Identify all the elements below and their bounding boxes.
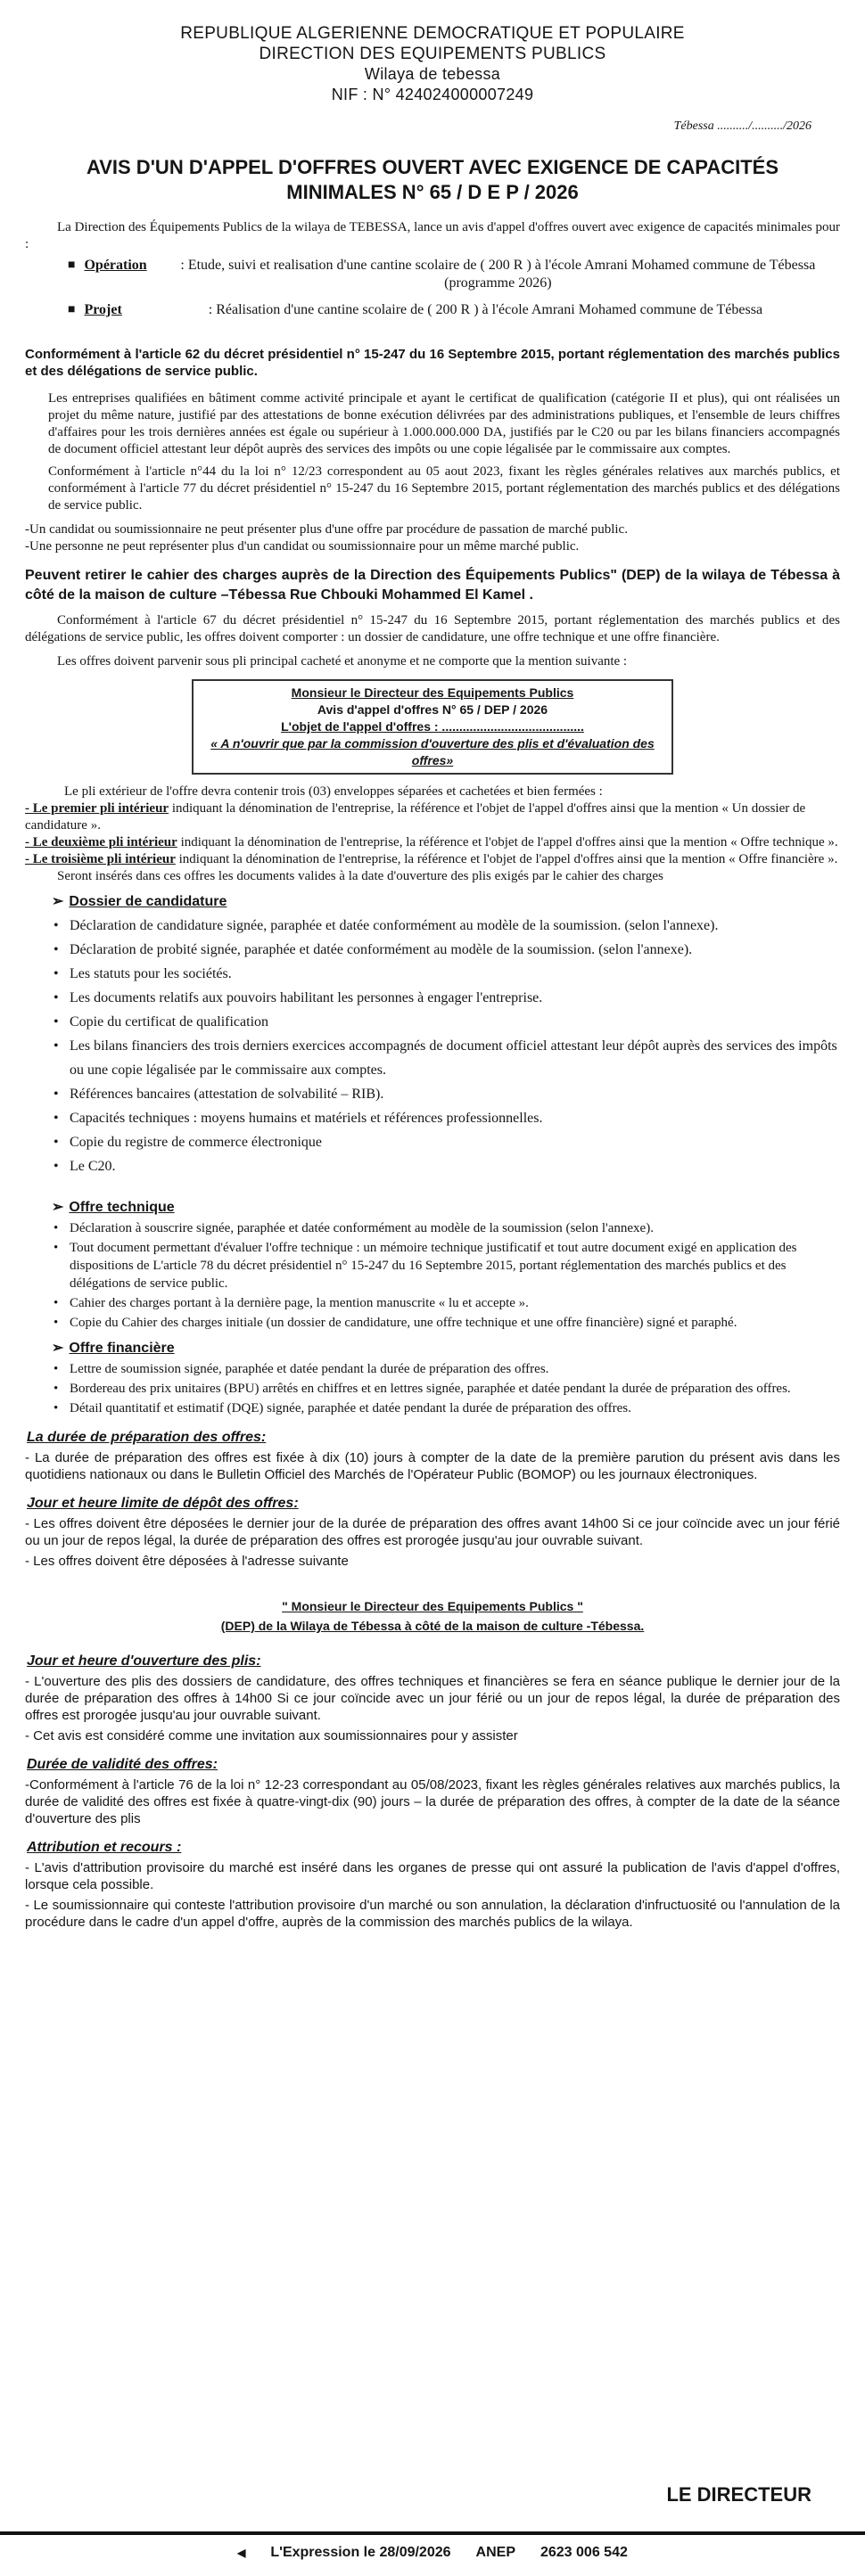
box-line-2: Avis d'appel d'offres N° 65 / DEP / 2026 xyxy=(317,702,548,717)
list-item: • Copie du Cahier des charges initiale (un dossier de candidature, une offre technique et une offre financière) signé et paraphé. xyxy=(54,1314,840,1332)
technique-title: Offre technique xyxy=(69,1200,175,1215)
candidat-rule-2: -Une personne ne peut représenter plus d'un candidat ou soumissionnaire pour un même marché public. xyxy=(25,539,580,554)
candidat-rule-1: -Un candidat ou soumissionnaire ne peut présenter plus d'une offre par procédure de passation de marché public. xyxy=(25,522,628,537)
arrow-icon: ➢ xyxy=(52,1200,64,1215)
conformement-loi-paragraph: Conformément à l'article n°44 du la loi n° 12/23 correspondent au 05 aout 2023, fixant les règles générales relatives aux marchés publics, et conformément à l'article 77 du décret présidentiel n° 15-247 du 16 Septembre 2015, portant réglementation des marchés publics et des délégations de service public. xyxy=(48,464,840,513)
arrow-icon: ➢ xyxy=(52,894,64,909)
header xyxy=(25,0,840,105)
list-item: • Déclaration de candidature signée, paraphée et datée conformément au modèle de la soumission. (selon l'annexe). xyxy=(54,914,840,938)
pli-1-text: indiquant la dénomination de l'entreprise, la référence et l'objet de l'appel d'offres ainsi que la mention « Un dossier de candidature ». xyxy=(25,801,806,833)
header-line-2: DIRECTION DES EQUIPEMENTS PUBLICS xyxy=(259,45,606,63)
pli-3-key: - Le troisième pli intérieur xyxy=(25,852,176,866)
financiere-list xyxy=(25,1360,840,1417)
pli-exterieur-paragraph: Le pli extérieur de l'offre devra contenir trois (03) enveloppes séparées et cachetées et bien fermées : xyxy=(64,784,603,799)
date-line: Tébessa ........../........../2026 xyxy=(673,119,811,133)
triangle-icon: ◀ xyxy=(237,2547,246,2559)
operation-label: Opération xyxy=(84,258,147,273)
attribution-text-1: - L'avis d'attribution provisoire du marché est inséré dans les organes de presse qui ont assuré la publication de l'avis d'appel d'offres, lorsque cela possible. xyxy=(25,1860,840,1892)
envelope-mention-box xyxy=(192,679,673,775)
arrow-icon: ➢ xyxy=(52,1341,64,1356)
box-line-4: « A n'ouvrir que par la commission d'ouverture des plis et d'évaluation des offres» xyxy=(210,736,655,767)
list-item: • Détail quantitatif et estimatif (DQE) signée, paraphée et datée pendant la durée de préparation des offres. xyxy=(54,1399,840,1417)
footer xyxy=(0,2531,865,2571)
header-line-3: Wilaya de tebessa xyxy=(364,65,501,83)
list-item: • Capacités techniques : moyens humains et matériels et références professionnelles. xyxy=(54,1106,840,1130)
footer-source: L'Expression le 28/09/2026 xyxy=(270,2545,451,2560)
footer-anep: ANEP xyxy=(475,2545,515,2560)
signer: LE DIRECTEUR xyxy=(666,2483,811,2506)
pli-1-key: - Le premier pli intérieur xyxy=(25,801,169,816)
technique-list xyxy=(25,1219,840,1332)
list-item: • Le C20. xyxy=(54,1154,840,1178)
financiere-title: Offre financière xyxy=(69,1341,175,1356)
address-line-1: " Monsieur le Directeur des Equipements Publics " xyxy=(282,1599,583,1613)
technique-section-title xyxy=(52,1198,840,1216)
intro-paragraph: La Direction des Équipements Publics de la wilaya de TEBESSA, lance un avis d'appel d'offres ouvert avec exigence de capacités minimales pour : xyxy=(25,220,840,251)
conformement-paragraph: Conformément à l'article 62 du décret présidentiel n° 15-247 du 16 Septembre 2015, portant réglementation des marchés publics et des délégations de service public. xyxy=(25,347,840,379)
address-block xyxy=(25,1596,840,1636)
depot-text-2: - Les offres doivent être déposées à l'adresse suivante xyxy=(25,1554,349,1569)
title-line-2: MINIMALES N° 65 / D E P / 2026 xyxy=(286,181,579,203)
square-bullet-icon: ■ xyxy=(68,303,76,316)
attribution-text-2: - Le soumissionnaire qui conteste l'attribution provisoire d'un marché ou son annulation, la déclaration d'infructuosité ou l'annulation de la procédure dans le cadre d'un appel d'offre, auprès de la commission des marchés publics de la wilaya. xyxy=(25,1898,840,1930)
list-item: • Lettre de soumission signée, paraphée et datée pendant la durée de préparation des offres. xyxy=(54,1360,840,1378)
projet-line xyxy=(68,301,840,319)
list-item: • Les statuts pour les sociétés. xyxy=(54,962,840,986)
footer-number: 2623 006 542 xyxy=(540,2545,628,2560)
pli-2 xyxy=(25,834,840,851)
projet-label: Projet xyxy=(84,302,122,317)
validite-heading: Durée de validité des offres: xyxy=(27,1757,218,1772)
validite-text: -Conformément à l'article 76 de la loi n° 12-23 correspondant au 05/08/2023, fixant les règles générales relatives aux marchés publics, la durée de validité des offres est fixée à quatre-vingt-dix (90) jours – la durée de préparation des offres, à compter de la date de la séance d'ouverture des plis xyxy=(25,1777,840,1826)
address-line-2: (DEP) de la Wilaya de Tébessa à côté de la maison de culture -Tébessa. xyxy=(220,1619,645,1633)
list-item: • Copie du registre de commerce électronique xyxy=(54,1130,840,1154)
pli-2-key: - Le deuxième pli intérieur xyxy=(25,835,177,849)
attribution-heading: Attribution et recours : xyxy=(27,1840,182,1855)
box-line-1: Monsieur le Directeur des Equipements Publics xyxy=(291,685,574,700)
list-item: • Déclaration à souscrire signée, paraphée et datée conformément au modèle de la soumission (selon l'annexe). xyxy=(54,1219,840,1237)
box-line-3: L'objet de l'appel d'offres : ......................................... xyxy=(281,719,584,734)
seront-paragraph: Seront insérés dans ces offres les documents valides à la date d'ouverture des plis exigés par le cahier des charges xyxy=(57,869,663,883)
pli-1 xyxy=(25,800,840,834)
notice-title xyxy=(25,155,840,205)
header-nif: NIF : N° 424024000007249 xyxy=(331,86,534,103)
header-line-1: REPUBLIQUE ALGERIENNE DEMOCRATIQUE ET POPULAIRE xyxy=(180,24,685,43)
operation-text: : Etude, suivi et realisation d'une cantine scolaire de ( 200 R ) à l'école Amrani Mohamed commune de Tébessa (programme 2026) xyxy=(180,258,816,291)
pli-3 xyxy=(25,851,840,868)
eligibility-paragraph: Les entreprises qualifiées en bâtiment comme activité principale et ayant le certificat de qualification (catégorie II et plus), qui ont réalisées un projet du même nature, justifié par des attestations de bonne exécution délivrées par des administrations publiques, et l'ensemble de leurs chiffres d'affaires pour les trois dernières années est égale ou supérieur à 1.000.000.000 DA, justifiés par le C20 ou par les bilans financiers accompagnés de document officiel attestant leur dépôt auprès des services des impôts ou une copie légalisée par le commissaire aux comptes. xyxy=(48,391,840,456)
depot-text-1: - Les offres doivent être déposées le dernier jour de la durée de préparation des offres avant 14h00 Si ce jour coïncide avec un jour férié ou un jour de repos légal, la durée de préparation des offres est prorogée jusqu'au jour ouvrable suivant. xyxy=(25,1516,840,1548)
duree-preparation-heading: La durée de préparation des offres: xyxy=(27,1430,267,1445)
depot-heading: Jour et heure limite de dépôt des offres: xyxy=(27,1496,299,1511)
list-item: • Les documents relatifs aux pouvoirs habilitant les personnes à engager l'entreprise. xyxy=(54,986,840,1010)
operation-line xyxy=(68,257,840,292)
square-bullet-icon: ■ xyxy=(68,258,76,272)
dossier-section-title xyxy=(52,892,840,910)
list-item: • Références bancaires (attestation de solvabilité – RIB). xyxy=(54,1082,840,1106)
parvenir-paragraph: Les offres doivent parvenir sous pli principal cacheté et anonyme et ne comporte que la mention suivante : xyxy=(57,654,628,669)
pli-3-text: indiquant la dénomination de l'entreprise, la référence et l'objet de l'appel d'offres ainsi que la mention « Offre financière ». xyxy=(175,852,838,866)
title-line-1: AVIS D'UN D'APPEL D'OFFRES OUVERT AVEC EXIGENCE DE CAPACITÉS xyxy=(86,156,778,178)
pli-2-text: indiquant la dénomination de l'entreprise, la référence et l'objet de l'appel d'offres ainsi que la mention « Offre technique ». xyxy=(177,835,838,849)
ouverture-heading: Jour et heure d'ouverture des plis: xyxy=(27,1653,261,1669)
list-item: • Déclaration de probité signée, paraphée et datée conformément au modèle de la soumission. (selon l'annexe). xyxy=(54,938,840,962)
list-item: • Tout document permettant d'évaluer l'offre technique : un mémoire technique justificatif et tout autre document exigé en application des dispositions de L'article 78 du décret présidentiel n° 15-247 du 16 Septembre 2015, portant réglementation des marchés publics et des délégations de service public. xyxy=(54,1239,840,1292)
list-item: • Cahier des charges portant à la dernière page, la mention manuscrite « lu et accepte ». xyxy=(54,1294,840,1312)
dossier-title: Dossier de candidature xyxy=(69,894,227,909)
ouverture-text-1: - L'ouverture des plis des dossiers de candidature, des offres techniques et financières se fera en séance publique le dernier jour de la durée de préparation des offres à 14h00 Si ce jour coïncide avec un jour férié ou un jour de repos légal, la durée de préparation des offres est prorogée jusqu'au jour ouvrable suivant. xyxy=(25,1674,840,1723)
list-item: • Copie du certificat de qualification xyxy=(54,1010,840,1034)
conformement-67-paragraph: Conformément à l'article 67 du décret présidentiel n° 15-247 du 16 Septembre 2015, portant réglementation des marchés publics et des délégations de service public, les offres doivent comporter : un dossier de candidature, une offre technique et une offre financière. xyxy=(25,613,840,644)
retirer-paragraph: Peuvent retirer le cahier des charges auprès de la Direction des Équipements Publics" (DEP) de la wilaya de Tébessa à côté de la maison de culture –Tébessa Rue Chbouki Mohammed El Kamel . xyxy=(25,568,840,603)
list-item: • Les bilans financiers des trois derniers exercices accompagnés de document officiel attestant leur dépôt auprès des services des impôts ou une copie légalisée par le commissaire aux comptes. xyxy=(54,1034,840,1082)
duree-preparation-text: - La durée de préparation des offres est fixée à dix (10) jours à compter de la date de la première parution du présent avis dans les quotidiens nationaux ou dans le Bulletin Officiel des Marchés de l'Opérateur Public (BOMOP) ou les journaux électroniques. xyxy=(25,1450,840,1482)
ouverture-text-2: - Cet avis est considéré comme une invitation aux soumissionnaires pour y assister xyxy=(25,1728,518,1743)
list-item: • Bordereau des prix unitaires (BPU) arrêtés en chiffres et en lettres signée, paraphée et datée pendant la durée de préparation des offres. xyxy=(54,1380,840,1398)
dossier-list xyxy=(25,914,840,1178)
financiere-section-title xyxy=(52,1339,840,1357)
projet-text: : Réalisation d'une cantine scolaire de ( 200 R ) à l'école Amrani Mohamed commune de Tébessa xyxy=(208,302,763,317)
